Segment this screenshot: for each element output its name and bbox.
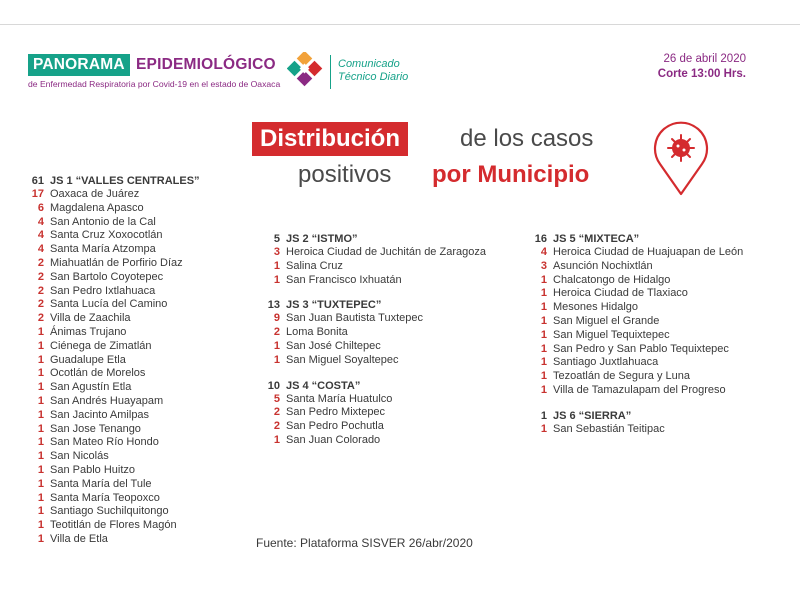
source-note: Fuente: Plataforma SISVER 26/abr/2020 [256, 536, 473, 550]
brand-panorama: PANORAMA [28, 54, 130, 76]
report-date [658, 52, 746, 82]
municipality-name: San Pablo Huitzo [50, 463, 135, 476]
municipality-name: San Bartolo Coyotepec [50, 270, 164, 283]
case-count: 1 [37, 505, 44, 518]
case-count: 1 [37, 325, 44, 338]
municipality-name: Mesones Hidalgo [553, 301, 638, 314]
case-count: 4 [37, 229, 44, 242]
jurisdiction-label: JS 4 “COSTA” [286, 379, 361, 392]
case-count: 1 [37, 463, 44, 476]
municipality-row [527, 287, 743, 301]
municipality-name: Teotitlán de Flores Magón [50, 519, 177, 532]
case-count: 1 [273, 273, 280, 286]
municipality-name: San Juan Bautista Tuxtepec [286, 312, 423, 325]
jurisdiction-total: 10 [267, 379, 280, 392]
municipality-row [24, 257, 200, 271]
four-diamond-logo-icon [287, 52, 323, 88]
jurisdiction-header [527, 409, 743, 423]
jurisdiction-group [260, 298, 486, 367]
jurisdiction-total: 61 [31, 175, 44, 187]
municipality-row [260, 312, 486, 326]
municipality-row [24, 409, 200, 423]
comunicado-line1: Comunicado [338, 58, 400, 70]
municipality-row [24, 285, 200, 299]
municipality-row [24, 505, 200, 519]
municipality-row [260, 246, 486, 260]
case-count: 1 [37, 491, 44, 504]
case-count: 2 [37, 312, 44, 325]
case-count: 1 [37, 408, 44, 421]
case-count: 2 [273, 420, 280, 433]
jurisdiction-group [527, 409, 743, 437]
municipality-row [527, 343, 743, 357]
municipality-row [260, 393, 486, 407]
municipality-row [24, 271, 200, 285]
municipality-name: San Francisco Ixhuatán [286, 273, 402, 286]
case-count: 1 [37, 519, 44, 532]
jurisdiction-label: JS 5 “MIXTECA” [553, 233, 640, 245]
municipality-name: Asunción Nochixtlán [553, 259, 653, 272]
municipality-row [260, 340, 486, 354]
municipality-row [24, 436, 200, 450]
municipality-row [527, 370, 743, 384]
jurisdiction-group [527, 232, 743, 398]
jurisdiction-header [260, 379, 486, 393]
title-highlight: Distribución [252, 122, 408, 156]
municipality-name: Chalcatongo de Hidalgo [553, 273, 671, 286]
case-count: 1 [540, 328, 547, 341]
title-line1: de los casos [460, 125, 594, 152]
municipality-name: Tezoatlán de Segura y Luna [553, 370, 690, 383]
case-count: 1 [273, 433, 280, 446]
municipality-name: Villa de Tamazulapam del Progreso [553, 383, 726, 396]
municipality-name: Loma Bonita [286, 326, 348, 339]
municipality-row [24, 478, 200, 492]
jurisdiction-label: JS 1 “VALLES CENTRALES” [50, 175, 200, 187]
case-count: 17 [31, 188, 44, 200]
case-count: 1 [37, 436, 44, 449]
case-count: 1 [37, 477, 44, 490]
municipality-row [24, 243, 200, 257]
municipality-row [24, 340, 200, 354]
case-count: 1 [540, 287, 547, 300]
municipality-name: Santa María Teopoxco [50, 491, 160, 504]
municipality-row [24, 298, 200, 312]
column-2 [260, 232, 486, 459]
case-count: 1 [540, 301, 547, 314]
case-count: 1 [273, 353, 280, 366]
date-text: 26 de abril 2020 [663, 53, 746, 65]
municipality-row [24, 492, 200, 506]
case-count: 1 [37, 394, 44, 407]
case-count: 4 [37, 215, 44, 228]
municipality-name: Santa María del Tule [50, 477, 152, 490]
municipality-name: San José Chiltepec [286, 339, 381, 352]
municipality-name: Ánimas Trujano [50, 325, 127, 338]
municipality-row [527, 301, 743, 315]
case-count: 1 [37, 381, 44, 394]
top-divider [0, 24, 800, 25]
municipality-name: Heroica Ciudad de Juchitán de Zaragoza [286, 246, 486, 258]
municipality-row [527, 423, 743, 437]
municipality-row [260, 326, 486, 340]
jurisdiction-header [527, 232, 743, 246]
comunicado-label [338, 58, 408, 84]
jurisdiction-total: 1 [540, 409, 547, 422]
municipality-row [260, 420, 486, 434]
municipality-name: San Andrés Huayapam [50, 394, 164, 407]
title-line2: positivos [298, 161, 392, 188]
municipality-name: Santa Lucía del Camino [50, 298, 168, 311]
jurisdiction-total: 16 [534, 233, 547, 245]
page-title [252, 118, 652, 198]
municipality-name: San Miguel Soyaltepec [286, 353, 399, 366]
municipality-name: Oaxaca de Juárez [50, 188, 140, 200]
municipality-row [527, 384, 743, 398]
municipality-row [24, 395, 200, 409]
case-count: 3 [273, 246, 280, 258]
case-count: 1 [540, 314, 547, 327]
case-count: 2 [37, 284, 44, 297]
municipality-row [527, 274, 743, 288]
municipality-name: San Pedro y San Pablo Tequixtepec [553, 342, 729, 355]
jurisdiction-group [24, 174, 200, 547]
municipality-name: Heroica Ciudad de Tlaxiaco [553, 287, 688, 300]
municipality-row [24, 326, 200, 340]
municipality-row [527, 329, 743, 343]
municipality-row [24, 533, 200, 547]
municipality-name: Villa de Etla [50, 532, 108, 545]
municipality-name: San Antonio de la Cal [50, 215, 156, 228]
municipality-name: Guadalupe Etla [50, 353, 126, 366]
municipality-name: San Agustín Etla [50, 381, 132, 394]
municipality-name: San Jacinto Amilpas [50, 408, 150, 421]
jurisdiction-header [260, 298, 486, 312]
municipality-row [24, 450, 200, 464]
municipality-name: San Sebastián Teitipac [553, 422, 665, 435]
municipality-row [24, 229, 200, 243]
case-count: 1 [37, 339, 44, 352]
municipality-row [527, 246, 743, 260]
municipality-name: Santa María Atzompa [50, 243, 156, 256]
municipality-row [260, 354, 486, 368]
municipality-name: San Pedro Pochutla [286, 420, 384, 433]
municipality-row [24, 464, 200, 478]
case-count: 1 [540, 383, 547, 396]
comunicado-line2: Técnico Diario [338, 71, 409, 83]
municipality-name: Magdalena Apasco [50, 201, 144, 214]
panorama-logo [28, 54, 428, 94]
jurisdiction-group [260, 379, 486, 448]
logo-separator [330, 55, 331, 89]
case-count: 5 [273, 392, 280, 405]
municipality-row [24, 216, 200, 230]
municipality-name: Heroica Ciudad de Huajuapan de León [553, 246, 744, 258]
municipality-row [260, 274, 486, 288]
case-count: 1 [37, 367, 44, 380]
municipality-row [24, 367, 200, 381]
jurisdiction-header [260, 232, 486, 246]
municipality-name: Miahuatlán de Porfirio Díaz [50, 256, 183, 269]
municipality-name: Santa María Huatulco [286, 392, 393, 405]
municipality-row [260, 434, 486, 448]
jurisdiction-label: JS 6 “SIERRA” [553, 409, 632, 422]
municipality-row [24, 381, 200, 395]
column-1 [24, 174, 200, 558]
case-count: 4 [37, 243, 44, 256]
municipality-name: San Juan Colorado [286, 433, 381, 446]
municipality-name: San Mateo Río Hondo [50, 436, 159, 449]
case-count: 1 [540, 370, 547, 383]
municipality-row [24, 423, 200, 437]
brand-epidemiologico: EPIDEMIOLÓGICO [136, 56, 276, 73]
brand-subtitle: de Enfermedad Respiratoria por Covid-19 en el estado de Oaxaca [28, 79, 281, 89]
municipality-name: Santiago Suchilquitongo [50, 505, 169, 518]
municipality-row [24, 519, 200, 533]
municipality-name: Santiago Juxtlahuaca [553, 356, 659, 369]
municipality-row [24, 202, 200, 216]
case-count: 2 [273, 326, 280, 339]
case-count: 2 [37, 270, 44, 283]
municipality-row [527, 260, 743, 274]
municipality-name: San Pedro Mixtepec [286, 406, 386, 419]
municipality-row [527, 315, 743, 329]
case-count: 3 [540, 259, 547, 272]
jurisdiction-label: JS 2 “ISTMO” [286, 233, 358, 245]
jurisdiction-label: JS 3 “TUXTEPEC” [286, 299, 382, 312]
corte-text: Corte 13:00 Hrs. [657, 68, 746, 80]
case-count: 1 [540, 422, 547, 435]
municipality-row [24, 188, 200, 202]
case-count: 1 [540, 273, 547, 286]
case-count: 1 [540, 342, 547, 355]
municipality-row [260, 260, 486, 274]
case-count: 2 [273, 406, 280, 419]
case-count: 1 [540, 356, 547, 369]
municipality-name: Santa Cruz Xoxocotlán [50, 229, 163, 242]
case-count: 1 [37, 422, 44, 435]
jurisdiction-total: 5 [273, 233, 280, 245]
municipality-name: San Miguel el Grande [553, 314, 660, 327]
virus-location-pin-icon [648, 118, 714, 198]
municipality-row [260, 406, 486, 420]
municipality-name: Ciénega de Zimatlán [50, 339, 152, 352]
municipality-name: Ocotlán de Morelos [50, 367, 146, 380]
jurisdiction-total: 13 [267, 299, 280, 312]
case-count: 1 [273, 339, 280, 352]
municipality-name: San Nicolás [50, 450, 109, 463]
municipality-name: San Jose Tenango [50, 422, 141, 435]
case-count: 4 [540, 246, 547, 258]
case-count: 1 [37, 532, 44, 545]
municipality-name: Villa de Zaachila [50, 312, 131, 325]
municipality-row [24, 312, 200, 326]
jurisdiction-group [260, 232, 486, 287]
case-count: 1 [37, 450, 44, 463]
jurisdiction-header [24, 174, 200, 188]
municipality-row [527, 356, 743, 370]
case-count: 6 [37, 201, 44, 214]
column-3 [527, 232, 743, 448]
municipality-name: Salina Cruz [286, 259, 343, 272]
case-count: 9 [273, 312, 280, 325]
municipality-row [24, 354, 200, 368]
case-count: 2 [37, 298, 44, 311]
case-count: 2 [37, 256, 44, 269]
case-count: 1 [273, 259, 280, 272]
title-line2-bold: por Municipio [432, 161, 590, 188]
municipality-name: San Pedro Ixtlahuaca [50, 284, 156, 297]
municipality-name: San Miguel Tequixtepec [553, 328, 670, 341]
case-count: 1 [37, 353, 44, 366]
